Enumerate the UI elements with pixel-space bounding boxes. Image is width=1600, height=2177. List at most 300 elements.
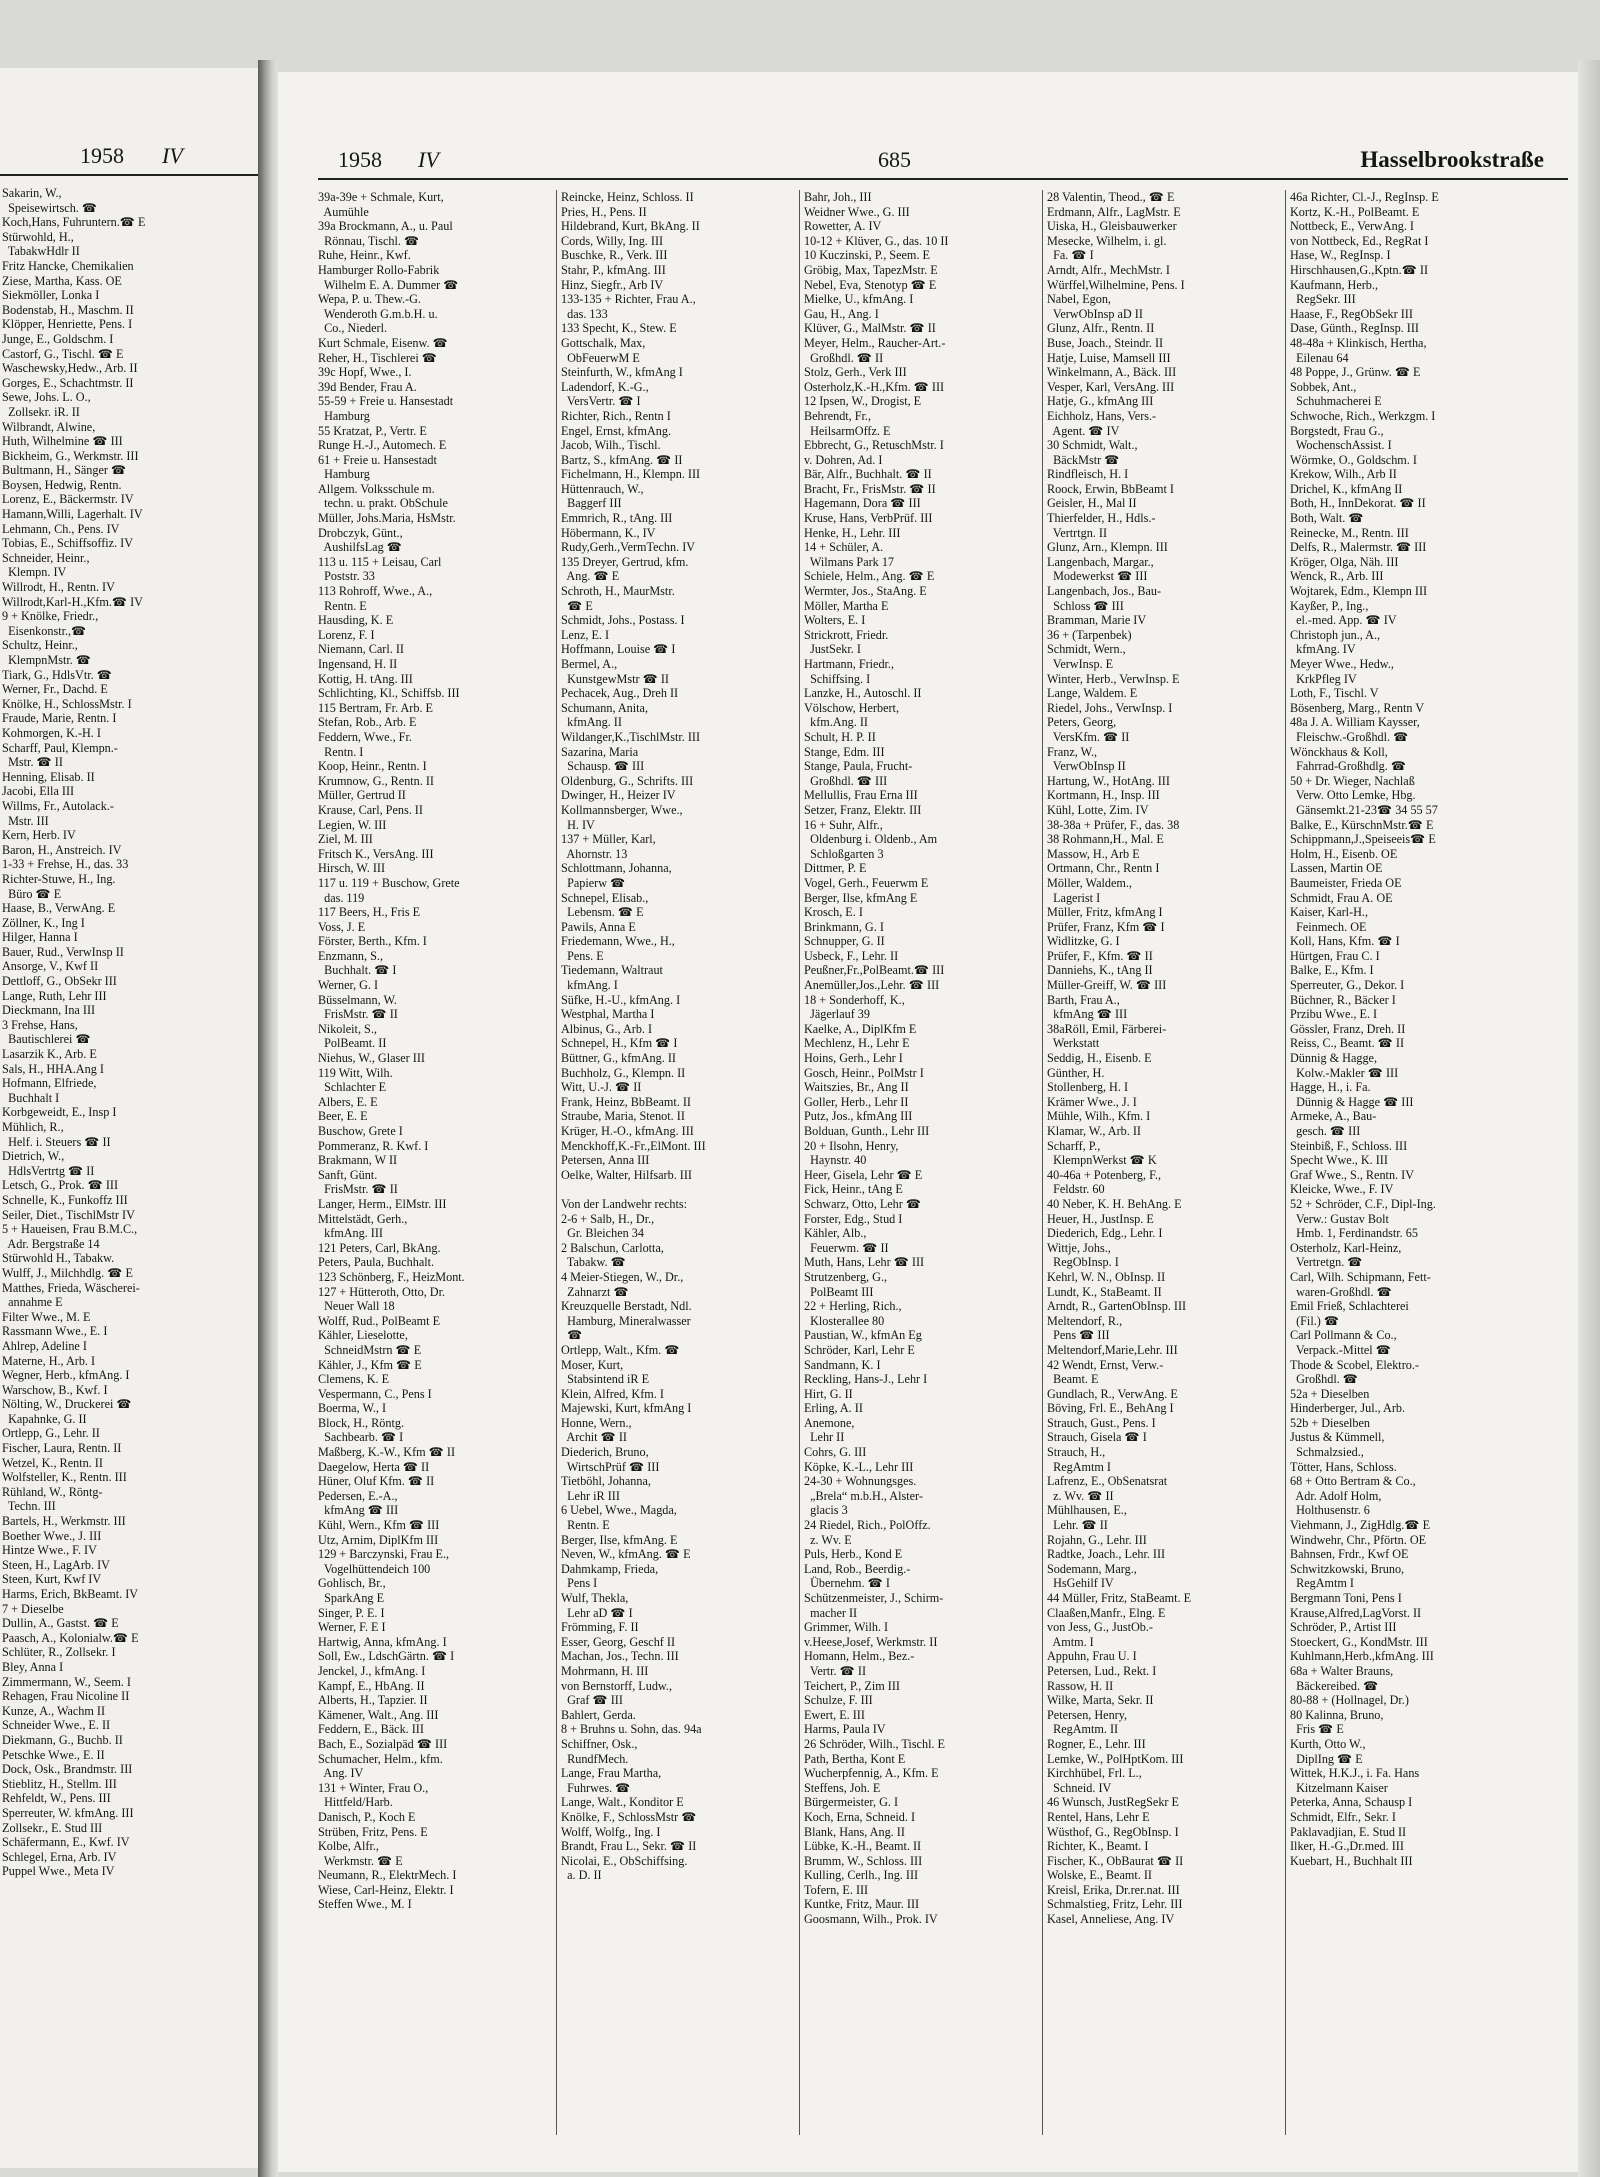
directory-entry: VersKfm. ☎ II xyxy=(1047,729,1130,744)
directory-entry: Wittje, Johs., xyxy=(1047,1240,1111,1255)
directory-entry: Wilke, Marta, Sekr. II xyxy=(1047,1693,1154,1708)
directory-entry: Werkstatt xyxy=(1047,1036,1100,1051)
directory-entry: Zahnarzt ☎ xyxy=(561,1284,629,1299)
directory-entry: Feddern, E., Bäck. III xyxy=(318,1722,424,1737)
directory-entry: Carl Pollmann & Co., xyxy=(1290,1328,1397,1343)
directory-entry: Teichert, P., Zim III xyxy=(804,1678,900,1693)
directory-entry: Kuebart, H., Buchhalt III xyxy=(1290,1853,1413,1868)
directory-entry: Tötter, Hans, Schloss. xyxy=(1290,1459,1397,1474)
directory-entry: Fritsch K., VersAng. III xyxy=(318,846,434,861)
directory-entry: Büro ☎ E xyxy=(2,886,62,901)
directory-entry: Bartz, S., kfmAng. ☎ II xyxy=(561,452,683,467)
directory-entry: Neumann, R., ElektrMech. I xyxy=(318,1868,457,1883)
page-edge xyxy=(1578,60,1600,2177)
directory-entry: Vesper, Karl, VersAng. III xyxy=(1047,379,1175,394)
directory-entry: Pommeranz, R. Kwf. I xyxy=(318,1138,429,1153)
directory-page xyxy=(278,72,1578,2172)
directory-entry: Seiler, Diet., TischlMstr IV xyxy=(2,1207,135,1222)
directory-entry: Cords, Willy, Ing. III xyxy=(561,233,664,248)
directory-entry: Krause,Alfred,LagVorst. II xyxy=(1290,1605,1422,1620)
directory-entry: Wildanger,K.,TischlMstr. III xyxy=(561,729,701,744)
directory-entry: z. Wv. E xyxy=(804,1532,852,1547)
directory-entry: Vogelhüttendeich 100 xyxy=(318,1561,431,1576)
directory-entry: Rehagen, Frau Nicoline II xyxy=(2,1689,130,1704)
directory-entry: Peters, Paula, Buchhalt. xyxy=(318,1255,435,1270)
directory-entry: Dünnig & Hagge ☎ III xyxy=(1290,1094,1414,1109)
directory-entry: Mechlenz, H., Lehr E xyxy=(804,1036,910,1051)
directory-entry: Specht Wwe., K. III xyxy=(1290,1153,1388,1168)
directory-entry: Schult, H. P. II xyxy=(804,729,876,744)
directory-entry: Petersen, Lud., Rekt. I xyxy=(1047,1663,1157,1678)
directory-entry: Oldenburg, G., Schrifts. III xyxy=(561,773,694,788)
directory-entry: VersVertr. ☎ I xyxy=(561,394,641,409)
directory-entry: Rojahn, G., Lehr. III xyxy=(1047,1532,1147,1547)
directory-entry: Wenck, R., Arb. III xyxy=(1290,569,1384,584)
directory-entry: Helf. i. Steuers ☎ II xyxy=(2,1134,111,1149)
directory-entry: Dünnig & Hagge, xyxy=(1290,1051,1377,1066)
directory-entry: Lasarzik K., Arb. E xyxy=(2,1047,97,1062)
directory-entry: Kohmorgen, K.-H. I xyxy=(2,725,101,740)
directory-entry: Mstr. III xyxy=(2,813,49,828)
directory-entry: Hamann,Willi, Lagerhalt. IV xyxy=(2,507,143,522)
directory-entry: Prüfer, F., Kfm. ☎ II xyxy=(1047,948,1153,963)
left-page-column xyxy=(2,186,256,2156)
directory-entry: Völschow, Herbert, xyxy=(804,700,899,715)
directory-entry: 2-6 + Salb, H., Dr., xyxy=(561,1211,655,1226)
directory-entry: RegSekr. III xyxy=(1290,292,1356,307)
directory-entry: Behrendt, Fr., xyxy=(804,408,872,423)
directory-entry: Muth, Hans, Lehr ☎ III xyxy=(804,1255,925,1270)
directory-entry: Glunz, Arn., Klempn. III xyxy=(1047,540,1168,555)
directory-entry: Moser, Kurt, xyxy=(561,1357,624,1372)
directory-entry: Gr. Bleichen 34 xyxy=(561,1226,644,1241)
directory-entry: Vertretgn. ☎ xyxy=(1290,1255,1363,1270)
directory-entry: 113 Rohroff, Wwe., A., xyxy=(318,584,433,599)
directory-entry xyxy=(561,1182,793,1197)
directory-entry: Schneid. IV xyxy=(1047,1780,1112,1795)
directory-entry: Gänsemkt.21-23☎ 34 55 57 xyxy=(1290,802,1438,817)
column-divider xyxy=(1285,190,1286,2135)
directory-entry: Mielke, U., kfmAng. I xyxy=(804,292,914,307)
directory-entry: Allgem. Volksschule m. xyxy=(318,481,435,496)
directory-entry: waren-Großhdl. ☎ xyxy=(1290,1284,1392,1299)
directory-entry: Buschow, Grete I xyxy=(318,1124,403,1138)
directory-entry: Nölting, W., Druckerei ☎ xyxy=(2,1397,132,1412)
directory-entry: 36 + (Tarpenbek) xyxy=(1047,627,1132,642)
directory-entry: Maßberg, K.-W., Kfm ☎ II xyxy=(318,1445,456,1460)
directory-entry: Franz, W., xyxy=(1047,744,1098,759)
directory-entry: Kunze, A., Wachm II xyxy=(2,1703,106,1718)
directory-entry: Lundt, K., StaBeamt. II xyxy=(1047,1284,1162,1299)
directory-entry: Schröder, Karl, Lehr E xyxy=(804,1342,915,1357)
directory-entry: Werkmstr. ☎ E xyxy=(318,1853,403,1868)
directory-entry: Rentel, Hans, Lehr E xyxy=(1047,1809,1150,1824)
directory-entry: Bracht, Fr., FrisMstr. ☎ II xyxy=(804,481,936,496)
directory-entry: 119 Witt, Wilh. xyxy=(318,1065,393,1080)
directory-entry: 68 + Otto Bertram & Co., xyxy=(1290,1474,1416,1489)
directory-entry: Hinz, Siegfr., Arb IV xyxy=(561,277,664,292)
directory-entry: Enzmann, S., xyxy=(318,948,383,963)
directory-entry: Schuhmacherei E xyxy=(1290,394,1382,409)
page-year: 1958 xyxy=(338,147,382,172)
directory-entry: Forster, Edg., Stud I xyxy=(804,1211,903,1226)
directory-entry: Appuhn, Frau U. I xyxy=(1047,1649,1137,1664)
directory-entry: RegAmtm I xyxy=(1290,1576,1354,1591)
directory-entry: Koch,Hans, Fuhruntern.☎ E xyxy=(2,215,146,230)
directory-entry: Vertrtgn. II xyxy=(1047,525,1108,540)
directory-entry: Henke, H., Lehr. III xyxy=(804,525,901,540)
directory-entry: Wulf, Thekla, xyxy=(561,1591,629,1605)
directory-entry: Bautischlerei ☎ xyxy=(2,1032,91,1047)
directory-entry: Kolbe, Alfr., xyxy=(318,1839,379,1854)
directory-entry: Wörmke, O., Goldschm. I xyxy=(1290,452,1417,467)
directory-entry: Hartwig, Anna, kfmAng. I xyxy=(318,1634,447,1649)
directory-entry: kfmAng. IV xyxy=(1290,642,1356,657)
directory-entry: 137 + Müller, Karl, xyxy=(561,832,656,847)
directory-entry: Homann, Helm., Bez.- xyxy=(804,1649,915,1664)
directory-entry: Dock, Osk., Brandmstr. III xyxy=(2,1762,133,1777)
directory-entry: Ahlrep, Adeline I xyxy=(2,1338,87,1353)
directory-entry: Glunz, Alfr., Rentn. II xyxy=(1047,321,1155,336)
directory-entry: Tofern, E. III xyxy=(804,1882,869,1897)
directory-entry: Stoeckert, G., KondMstr. III xyxy=(1290,1634,1428,1649)
directory-entry: Schmalstieg, Fritz, Lehr. III xyxy=(1047,1897,1183,1912)
directory-entry: 20 + Ilsohn, Henry, xyxy=(804,1138,899,1153)
directory-entry: WirtschPrüf ☎ III xyxy=(561,1459,660,1474)
directory-entry: Voss, J. E xyxy=(318,919,366,934)
directory-entry: Waitszies, Br., Ang II xyxy=(804,1080,909,1095)
directory-entry: kfmAng. III xyxy=(318,1226,383,1241)
directory-entry: 117 Beers, H., Fris E xyxy=(318,905,421,920)
directory-entry: Strickrott, Friedr. xyxy=(804,627,889,642)
directory-entry: Kähler, J., Kfm ☎ E xyxy=(318,1357,422,1372)
directory-entry: Baumeister, Frieda OE xyxy=(1290,875,1402,890)
directory-entry: Müller, Fritz, kfmAng I xyxy=(1047,905,1163,920)
directory-entry: Beer, E. E xyxy=(318,1109,368,1124)
directory-entry: Both, Walt. ☎ xyxy=(1290,511,1364,526)
directory-entry: Richter, Rich., Rentn I xyxy=(561,408,671,423)
directory-entry: Mühlich, R., xyxy=(2,1120,64,1134)
directory-entry: Wilmans Park 17 xyxy=(804,554,895,569)
directory-entry: Reckling, Hans-J., Lehr I xyxy=(804,1372,928,1387)
directory-entry: Kortz, K.-H., PolBeamt. E xyxy=(1290,204,1420,219)
directory-entry: Stefan, Rob., Arb. E xyxy=(318,715,417,730)
directory-entry: Stolz, Gerh., Verk III xyxy=(804,365,907,380)
directory-entry: Ziel, M. III xyxy=(318,832,373,847)
directory-entry: Grimmer, Wilh. I xyxy=(804,1620,889,1635)
directory-entry: Kasel, Anneliese, Ang. IV xyxy=(1047,1912,1175,1927)
directory-entry: 39a-39e + Schmale, Kurt, xyxy=(318,190,444,204)
directory-entry: 18 + Sonderhoff, K., xyxy=(804,992,905,1007)
directory-entry: Sanft, Günt. xyxy=(318,1167,378,1182)
directory-entry: Bartels, H., Werkmstr. III xyxy=(2,1514,126,1529)
directory-entry: Richter, K., Beamt. I xyxy=(1047,1839,1149,1854)
directory-entry: Kulling, Cerlh., Ing. III xyxy=(804,1868,919,1883)
directory-entry: Dase, Günth., RegInsp. III xyxy=(1290,321,1419,336)
directory-entry: 14 + Schüler, A. xyxy=(804,540,884,555)
directory-entry: 55 Kratzat, P., Vertr. E xyxy=(318,423,427,438)
directory-entry: Schmidt, Frau A. OE xyxy=(1290,890,1393,905)
directory-entry: Feinmech. OE xyxy=(1290,919,1367,934)
directory-entry: Stabsintend iR E xyxy=(561,1372,650,1387)
directory-entry: Soll, Ew., LdschGärtn. ☎ I xyxy=(318,1649,455,1664)
directory-entry: Ziese, Martha, Kass. OE xyxy=(2,273,122,288)
directory-entry: Siekmöller, Lonka I xyxy=(2,288,100,303)
directory-entry: Meltendorf, R., xyxy=(1047,1313,1123,1328)
directory-entry: Kähler, Alb., xyxy=(804,1226,867,1241)
directory-entry: Winter, Herb., VerwInsp. E xyxy=(1047,671,1180,686)
directory-entry: Barth, Frau A., xyxy=(1047,992,1120,1007)
directory-entry: Jacob, Wilh., Tischl. xyxy=(561,438,661,453)
directory-entry: Lorenz, E., Bäckermstr. IV xyxy=(2,492,134,507)
directory-entry: Kampf, E., HbAng. II xyxy=(318,1678,425,1693)
directory-entry: Gosch, Heinr., PolMstr I xyxy=(804,1065,924,1080)
directory-entry: Fa. ☎ I xyxy=(1047,248,1094,263)
directory-entry: Papierw ☎ xyxy=(561,875,626,890)
directory-entry: Wolff, Rud., PolBeamt E xyxy=(318,1313,441,1328)
directory-entry: 55-59 + Freie u. Hansestadt xyxy=(318,394,454,409)
directory-entry: Brinkmann, G. I xyxy=(804,919,884,934)
directory-entry: Großhdl. ☎ xyxy=(1290,1372,1358,1387)
directory-entry: Lafrenz, E., ObSenatsrat xyxy=(1047,1474,1168,1489)
directory-entry: 48 Poppe, J., Grünw. ☎ E xyxy=(1290,365,1421,380)
directory-entry: Müller-Greiff, W. ☎ III xyxy=(1047,978,1167,993)
directory-entry: Scharff, Paul, Klempn.- xyxy=(2,740,118,755)
directory-entry: AushilfsLag ☎ xyxy=(318,540,402,555)
directory-entry: Co., Niederl. xyxy=(318,321,388,336)
directory-entry: Fischer, Laura, Rentn. II xyxy=(2,1441,122,1456)
directory-entry: Willrodt,Karl-H.,Kfm.☎ IV xyxy=(2,594,143,609)
directory-entry: Aumühle xyxy=(318,204,369,219)
directory-entry: Clemens, K. E xyxy=(318,1372,390,1387)
directory-entry: Wolske, E., Beamt. II xyxy=(1047,1868,1152,1883)
directory-entry: Harms, Erich, BkBeamt. IV xyxy=(2,1587,139,1601)
directory-entry: Strauch, Gisela ☎ I xyxy=(1047,1430,1147,1445)
directory-entry: Werner, Fr., Dachd. E xyxy=(2,682,108,697)
directory-entry: von Jess, G., JustOb.- xyxy=(1047,1620,1153,1635)
directory-entry: Kaelke, A., DiplKfm E xyxy=(804,1021,917,1036)
directory-entry: Osterholz,K.-H.,Kfm. ☎ III xyxy=(804,379,945,394)
directory-entry: 48-48a + Klinkisch, Hertha, xyxy=(1290,335,1427,350)
directory-entry: Müller, Johs.Maria, HsMstr. xyxy=(318,511,456,526)
directory-entry: Materne, H., Arb. I xyxy=(2,1353,96,1368)
directory-entry: 129 + Barczynski, Frau E., xyxy=(318,1547,450,1562)
directory-entry: Büchner, R., Bäcker I xyxy=(1290,992,1396,1007)
directory-entry: Schlichting, Kl., Schiffsb. III xyxy=(318,686,460,701)
directory-entry: Rassmann Wwe., E. I xyxy=(2,1324,108,1339)
directory-entry: Hoffmann, Louise ☎ I xyxy=(561,642,676,657)
directory-entry: 42 Wendt, Ernst, Verw.- xyxy=(1047,1357,1164,1372)
directory-entry: Anemüller,Jos.,Lehr. ☎ III xyxy=(804,978,940,993)
directory-entry: Hartmann, Friedr., xyxy=(804,657,895,671)
directory-entry: 4 Meier-Stiegen, W., Dr., xyxy=(561,1269,684,1284)
directory-entry: Rehfeldt, W., Pens. III xyxy=(2,1791,111,1806)
directory-entry: Brandt, Frau L., Sekr. ☎ II xyxy=(561,1839,697,1854)
directory-entry: Rentn. E xyxy=(561,1518,610,1533)
directory-entry: RegAmtm. II xyxy=(1047,1722,1119,1737)
directory-entry: Lehr. ☎ II xyxy=(1047,1518,1108,1533)
directory-entry: Gohlisch, Br., xyxy=(318,1576,386,1591)
column-divider xyxy=(1042,190,1043,2135)
directory-entry: Anemone, xyxy=(804,1415,855,1430)
directory-entry: Weidner Wwe., G. III xyxy=(804,204,910,219)
directory-entry: Langenbach, Margar., xyxy=(1047,554,1154,569)
directory-entry: RegAmtm I xyxy=(1047,1459,1111,1474)
directory-entry: Buchhalt. ☎ I xyxy=(318,963,397,978)
directory-entry: Schneider Wwe., E. II xyxy=(2,1718,111,1733)
directory-entry: Daegelow, Herta ☎ II xyxy=(318,1459,430,1474)
directory-entry: Runge H.-J., Automech. E xyxy=(318,438,447,453)
directory-entry: Schulze, F. III xyxy=(804,1693,873,1708)
directory-entry: Tabakw. ☎ xyxy=(561,1255,626,1270)
directory-entry: Krekow, Wilh., Arb II xyxy=(1290,467,1397,482)
directory-entry: Knölke, F., SchlossMstr ☎ xyxy=(561,1809,697,1824)
directory-entry: Hamburger Rollo-Fabrik xyxy=(318,262,440,277)
directory-entry: Nicolai, E., ObSchiffsing. xyxy=(561,1853,688,1868)
directory-entry: Berger, Ilse, kfmAng E xyxy=(804,890,918,905)
directory-entry: Fritz Hancke, Chemikalien xyxy=(2,258,134,273)
directory-entry: Koop, Heinr., Rentn. I xyxy=(318,759,427,774)
directory-entry: Singer, P. E. I xyxy=(318,1605,385,1620)
directory-entry: Thode & Scobel, Elektro.- xyxy=(1290,1357,1419,1372)
directory-entry: Bodenstab, H., Maschm. II xyxy=(2,302,134,317)
directory-entry: 50 + Dr. Wieger, Nachlaß xyxy=(1290,773,1415,788)
directory-entry: Neven, W., kfmAng. ☎ E xyxy=(561,1547,691,1562)
directory-entry: Ewert, E. III xyxy=(804,1707,865,1722)
directory-entry: Reiss, C., Beamt. ☎ II xyxy=(1290,1036,1405,1051)
directory-column-4 xyxy=(1047,190,1279,2160)
directory-entry: Wolfsteller, K., Rentn. III xyxy=(2,1470,127,1485)
directory-entry: Kurth, Otto W., xyxy=(1290,1736,1366,1751)
directory-entry: Dullin, A., Gastst. ☎ E xyxy=(2,1616,119,1631)
directory-entry: Pawils, Anna E xyxy=(561,919,636,934)
directory-entry: SchneidMstrn ☎ E xyxy=(318,1342,422,1357)
directory-entry: Niemann, Carl. II xyxy=(318,642,404,657)
directory-entry: Stürwohld, H., xyxy=(2,229,74,244)
directory-entry: Bösenberg, Marg., Rentn V xyxy=(1290,700,1425,715)
directory-entry: ObFeuerwM E xyxy=(561,350,640,365)
directory-entry: Erling, A. II xyxy=(804,1401,863,1416)
directory-entry: Hartung, W., HotAng. III xyxy=(1047,773,1170,788)
directory-entry: Großhdl. ☎ III xyxy=(804,773,888,788)
directory-entry: Adr. Bergstraße 14 xyxy=(2,1236,100,1251)
directory-entry: das. 119 xyxy=(318,890,365,905)
left-page-volume: IV xyxy=(162,143,183,168)
directory-entry: H. IV xyxy=(561,817,595,832)
directory-entry: Ang. IV xyxy=(318,1766,364,1781)
directory-entry: Feuerwm. ☎ II xyxy=(804,1240,889,1255)
directory-entry: Wegner, Herb., kfmAng. I xyxy=(2,1368,130,1383)
directory-entry: 52 + Schröder, C.F., Dipl-Ing. xyxy=(1290,1196,1436,1211)
directory-entry: SparkAng E xyxy=(318,1591,385,1605)
directory-entry: Möller, Waldem., xyxy=(1047,875,1132,890)
directory-entry: Lorenz, F. I xyxy=(318,627,375,642)
directory-entry: Berger, Ilse, kfmAng. E xyxy=(561,1532,678,1547)
directory-entry: 38 Rohmann,H., Mal. E xyxy=(1047,832,1164,847)
directory-entry: Schultz, Heinr., xyxy=(2,638,78,653)
directory-entry: Sachbearb. ☎ I xyxy=(318,1430,404,1445)
directory-entry: VerwObInsp aD II xyxy=(1047,306,1143,321)
directory-entry: Schwoche, Rich., Werkzgm. I xyxy=(1290,408,1436,423)
directory-entry: Wönckhaus & Koll, xyxy=(1290,744,1388,759)
directory-entry: DiplIng ☎ E xyxy=(1290,1751,1363,1766)
directory-entry: RundfMech. xyxy=(561,1751,629,1766)
directory-entry: (Fil.) ☎ xyxy=(1290,1313,1340,1328)
directory-entry: Hatje, Luise, Mamsell III xyxy=(1047,350,1171,365)
directory-entry: Goller, Herb., Lehr II xyxy=(804,1094,909,1109)
directory-entry: Wucherpfennig, A., Kfm. E xyxy=(804,1766,939,1781)
directory-entry: Schmalzsied., xyxy=(1290,1445,1364,1460)
directory-entry: Schnupper, G. II xyxy=(804,934,885,949)
directory-entry: Drichel, K., kfmAng II xyxy=(1290,481,1403,496)
directory-entry: Harms, Paula IV xyxy=(804,1722,886,1737)
directory-entry: Bürgermeister, G. I xyxy=(804,1795,899,1810)
directory-entry: Scharff, P., xyxy=(1047,1138,1101,1153)
directory-entry: von Nottbeck, Ed., RegRat I xyxy=(1290,233,1429,248)
directory-entry: Eichholz, Hans, Vers.- xyxy=(1047,408,1157,423)
directory-entry: Steffen Wwe., M. I xyxy=(318,1897,412,1912)
directory-entry: 80-88 + (Hollnagel, Dr.) xyxy=(1290,1693,1409,1708)
directory-entry: Eisenkonstr.,☎ xyxy=(2,623,87,638)
directory-entry: Lübke, K.-H., Beamt. II xyxy=(804,1839,922,1854)
directory-entry: Rindfleisch, H. I xyxy=(1047,467,1129,482)
directory-entry: Mühle, Wilh., Kfm. I xyxy=(1047,1109,1151,1124)
directory-entry: Dwinger, H., Heizer IV xyxy=(561,788,676,803)
directory-entry: Diederich, Bruno, xyxy=(561,1445,649,1460)
directory-entry: Büttner, G., kfmAng. II xyxy=(561,1051,676,1066)
directory-entry: Sperreuter, W. kfmAng. III xyxy=(2,1805,134,1820)
directory-entry: Kern, Herb. IV xyxy=(2,828,76,843)
directory-entry: Krause, Carl, Pens. II xyxy=(318,802,423,817)
directory-entry: Vogel, Gerh., Feuerwm E xyxy=(804,875,929,890)
directory-entry: 68a + Walter Brauns, xyxy=(1290,1663,1394,1678)
directory-entry: 6 Uebel, Wwe., Magda, xyxy=(561,1503,677,1518)
directory-entry: Pries, H., Pens. II xyxy=(561,204,647,219)
directory-entry: Strauch, H., xyxy=(1047,1445,1106,1460)
directory-entry: Techn. III xyxy=(2,1499,56,1514)
directory-entry: Feddern, Wwe., Fr. xyxy=(318,729,412,744)
directory-entry: Petersen, Anna III xyxy=(561,1153,650,1168)
directory-entry: Müller, Gertrud II xyxy=(318,788,406,803)
directory-entry: Rentn. E xyxy=(318,598,367,613)
directory-entry: 52b + Dieselben xyxy=(1290,1415,1370,1430)
directory-entry: Brumm, W., Schloss. III xyxy=(804,1853,923,1868)
directory-entry: Baggerf III xyxy=(561,496,622,511)
directory-entry: Peußner,Fr.,PolBeamt.☎ III xyxy=(804,963,945,978)
directory-entry: Radtke, Joach., Lehr. III xyxy=(1047,1547,1166,1562)
directory-entry: Nikoleit, S., xyxy=(318,1021,377,1036)
directory-entry: Höbermann, K., IV xyxy=(561,525,656,540)
directory-entry: Lange, Walt., Konditor E xyxy=(561,1795,684,1810)
directory-entry: Emmrich, R., tAng. III xyxy=(561,511,673,526)
directory-entry: JustSekr. I xyxy=(804,642,861,657)
directory-entry: Schmidt, Wern., xyxy=(1047,642,1126,657)
directory-entry: Schröder, P., Artist III xyxy=(1290,1620,1397,1635)
directory-entry: Möller, Martha E xyxy=(804,598,889,613)
directory-entry: Machan, Jos., Techn. III xyxy=(561,1649,679,1664)
directory-entry: Paklavadjian, E. Stud II xyxy=(1290,1824,1407,1839)
directory-entry: Krüger, H.-O., kfmAng. III xyxy=(561,1124,694,1138)
directory-entry: Diederich, Edg., Lehr. I xyxy=(1047,1226,1163,1241)
directory-entry: Hoins, Gerh., Lehr I xyxy=(804,1051,903,1066)
directory-entry: Wolff, Wolfg., Ing. I xyxy=(561,1824,661,1839)
directory-entry: Oelke, Walter, Hilfsarb. III xyxy=(561,1167,692,1182)
directory-entry: Schäfermann, E., Kwf. IV xyxy=(2,1835,130,1850)
directory-entry: Drobczyk, Günt., xyxy=(318,525,403,540)
directory-entry: Rentn. I xyxy=(318,744,364,759)
directory-entry: Hamburg xyxy=(318,408,370,423)
directory-entry: Junge, E., Goldschm. I xyxy=(2,331,114,346)
